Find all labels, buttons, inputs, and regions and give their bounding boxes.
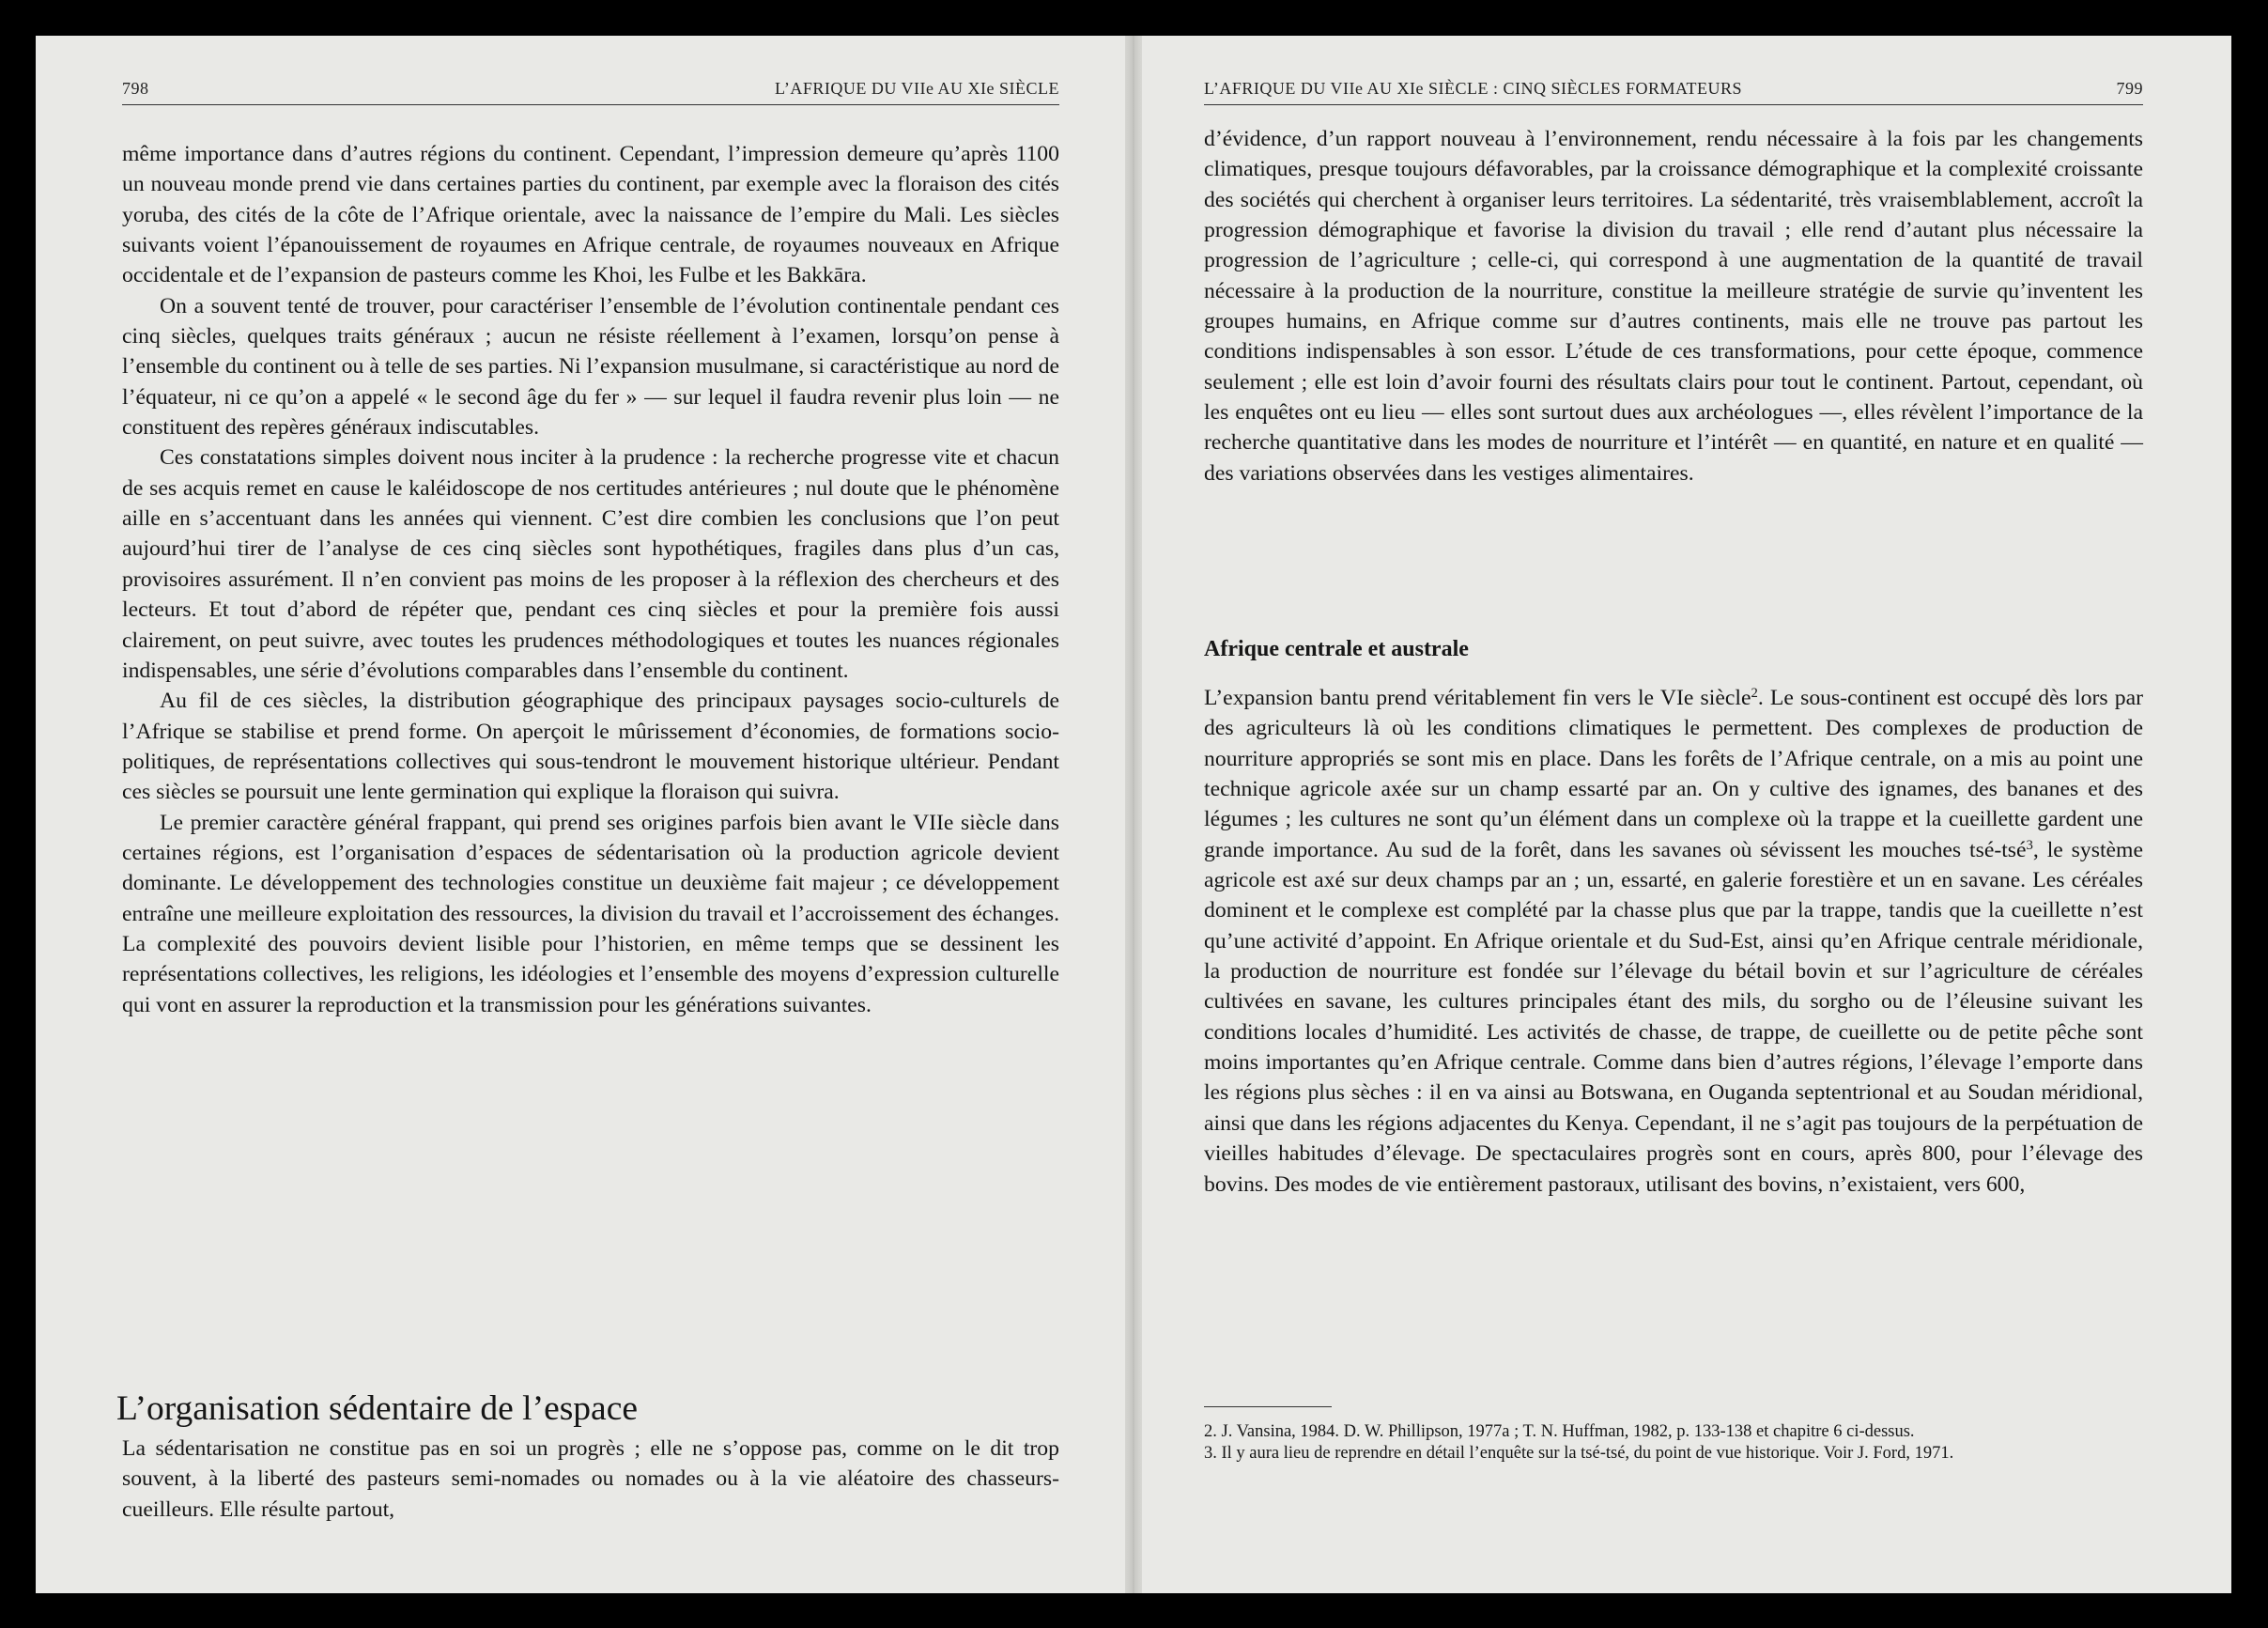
paragraph-text: L’expansion bantu prend véritablement fin vers le VIe siècle [1204,686,1751,710]
footnote-marker: 3 [2026,837,2033,853]
footnote: 3. Il y aura lieu de reprendre en détail l’enquête sur la tsé-tsé, du point de vue historique. Voir J. Ford, 1971. [1204,1443,1954,1463]
paragraph: Ces constatations simples doivent nous inciter à la prudence : la recherche progresse vite et chacun de ses acquis remet en cause le kaléidoscope de nos certitudes antérieures ; nul doute que le phénomène aille en s’accentuant dans les années qui viennent. C’est dire combien les conclusions que l’on peut aujourd’hui tirer de l’analyse de ces cinq siècles sont hypothétiques, fragiles dans plus d’un cas, provisoires assurément. Il n’en convient pas moins de les proposer à la réflexion des chercheurs et des lecteurs. Et tout d’abord de répéter que, pendant ces cinq siècles et pour la première fois aussi clairement, on peut suivre, avec toutes les prudences méthodologiques et toutes les nuances régionales indispensables, une série d’évolutions comparables dans l’ensemble du continent. [122,445,1059,683]
section-body-text [122,1434,1059,1525]
paragraph-text: . Le sous-continent est occupé dès lors par des agriculteurs là où les conditions climatiques le permettent. Des complexes de production de nourriture appropriés se sont mis en place. Dans les forêts de l’Afrique centrale, on a mis au point une technique agricole axée sur un champ essarté par an. On y cultive des ignames, des bananes et des légumes ; les cultures ne sont qu’un élément dans un complexe où la trappe et la cueillette gardent une grande importance. Au sud de la forêt, dans les savanes où sévissent les mouches tsé-tsé [1204,686,2143,862]
running-title-left: L’AFRIQUE DU VIIe AU XIe SIÈCLE [775,79,1059,98]
section-title: L’organisation sédentaire de l’espace [116,1389,638,1428]
paragraph: Au fil de ces siècles, la distribution géographique des principaux paysages socio-culturels de l’Afrique se stabilise et prend forme. On aperçoit le mûrissement d’économies, de formations socio-politiques, de représentations collectives qui sous-tendront le mouvement historique ultérieur. Pendant ces siècles se poursuit une lente germination qui explique la floraison qui suivra. [122,689,1059,805]
subheading: Afrique centrale et australe [1204,637,1469,661]
left-page [36,36,1125,1593]
subsection-body-text [1204,683,2143,1200]
footnotes [1204,1421,2143,1464]
book-gutter [1125,36,1142,1593]
paragraph [1204,683,2143,1200]
paragraph: même importance dans d’autres régions du continent. Cependant, l’impression demeure qu’après 1100 un nouveau monde prend vie dans certaines parties du continent, par exemple avec la floraison des cités yoruba, des cités de la côte de l’Afrique orientale, avec la naissance de l’empire du Mali. Les siècles suivants voient l’épanouissement de royaumes en Afrique centrale, de royaumes nouveaux en Afrique occidentale et de l’expansion de pasteurs comme les Khoi, les Fulbe et les Bakkāra. [122,142,1059,288]
page-number-left: 798 [122,79,149,98]
right-page [1142,36,2231,1593]
paragraph: La sédentarisation ne constitue pas en soi un progrès ; elle ne s’oppose pas, comme on le dit trop souvent, à la liberté des pasteurs semi-nomades ou nomades ou à la vie aléatoire des chasseurs-cueilleurs. Elle résulte partout, [122,1436,1059,1522]
book-spread [36,36,2231,1593]
footnote-rule [1204,1406,1332,1407]
paragraph-text: , le système agricole est axé sur deux champs par an ; un, essarté, en galerie forestière et un en savane. Les céréales dominent et le complexe est complété par la chasse plus que par la trappe, tandis que la cueillette n’est qu’une activité d’appoint. En Afrique orientale et du Sud-Est, ainsi qu’en Afrique centrale méridionale, la production de nourriture est fondée sur l’élevage du bétail bovin et sur l’agriculture de céréales cultivées en savane, les cultures principales étant des mils, du sorgho ou de l’éleusine suivant les conditions locales d’humidité. Les activités de chasse, de trappe, de cueillette ou de petite pêche sont moins importantes qu’en Afrique centrale. Comme dans bien d’autres régions, l’élevage l’emporte dans les régions plus sèches : il en va ainsi au Botswana, en Ouganda septentrional et au Soudan méridional, ainsi que dans les régions adjacentes du Kenya. Cependant, il ne s’agit pas toujours de la perpétuation de vieilles habitudes d’élevage. De spectaculaires progrès sont en cours, après 800, pour l’élevage des bovins. Des modes de vie entièrement pastoraux, utilisant des bovins, n’existaient, vers 600, [1204,837,2143,1197]
running-head-right [1204,79,2143,105]
running-title-right: L’AFRIQUE DU VIIe AU XIe SIÈCLE : CINQ SIÈCLES FORMATEURS [1204,79,1743,98]
right-body-text [1204,124,2143,488]
footnote-marker: 2 [1751,685,1758,701]
paragraph: d’évidence, d’un rapport nouveau à l’environnement, rendu nécessaire à la fois par les changements climatiques, presque toujours défavorables, par la croissance démographique et la complexité croissante des sociétés qui cherchent à organiser leurs territoires. La sédentarité, très vraisemblablement, accroît la progression démographique et favorise la division du travail ; elle rend d’autant plus nécessaire la progression de l’agriculture ; celle-ci, qui correspond à une augmentation de la quantité de travail nécessaire à la production de la nourriture, constitue la meilleure stratégie de survie qu’inventent les groupes humains, en Afrique comme sur d’autres continents, mais elle ne trouve pas partout les conditions indispensables à son essor. L’étude de ces transformations, pour cette époque, commence seulement ; elle est loin d’avoir fourni des résultats clairs pour tout le continent. Partout, cependant, où les enquêtes ont eu lieu — elles sont surtout dues aux archéologues —, elles révèlent l’importance de la recherche quantitative dans les modes de nourriture et l’intérêt — en quantité, en nature et en qualité — des variations observées dans les vestiges alimentaires. [1204,127,2143,486]
paragraph: Le premier caractère général frappant, qui prend ses origines parfois bien avant le VIIe siècle dans certaines régions, est l’organisation d’espaces de sédentarisation où la production agricole devient dominante. Le développement des technologies constitue un deuxième fait majeur ; ce développement entraîne une meilleure exploitation des ressources, la division du travail et l’accroissement des échanges. La complexité des pouvoirs devient lisible pour l’historien, en même temps que se dessinent les représentations collectives, les religions, les idéologies et l’ensemble des moyens d’expression culturelle qui vont en assurer la reproduction et la transmission pour les générations suivantes. [122,810,1059,1017]
footnote: 2. J. Vansina, 1984. D. W. Phillipson, 1977a ; T. N. Huffman, 1982, p. 133-138 et chapitre 6 ci-dessus. [1204,1422,1915,1441]
running-head-left [122,79,1059,105]
left-body-text [122,139,1059,1020]
paragraph: On a souvent tenté de trouver, pour caractériser l’ensemble de l’évolution continentale pendant ces cinq siècles, quelques traits généraux ; aucun ne résiste réellement à l’examen, lorsqu’on pense à l’ensemble du continent ou à telle de ses parties. Ni l’expansion musulmane, si caractéristique au nord de l’équateur, ni ce qu’on a appelé « le second âge du fer » — sur lequel il faudra revenir plus loin — ne constituent des repères généraux indiscutables. [122,293,1059,441]
page-number-right: 799 [2116,79,2143,98]
